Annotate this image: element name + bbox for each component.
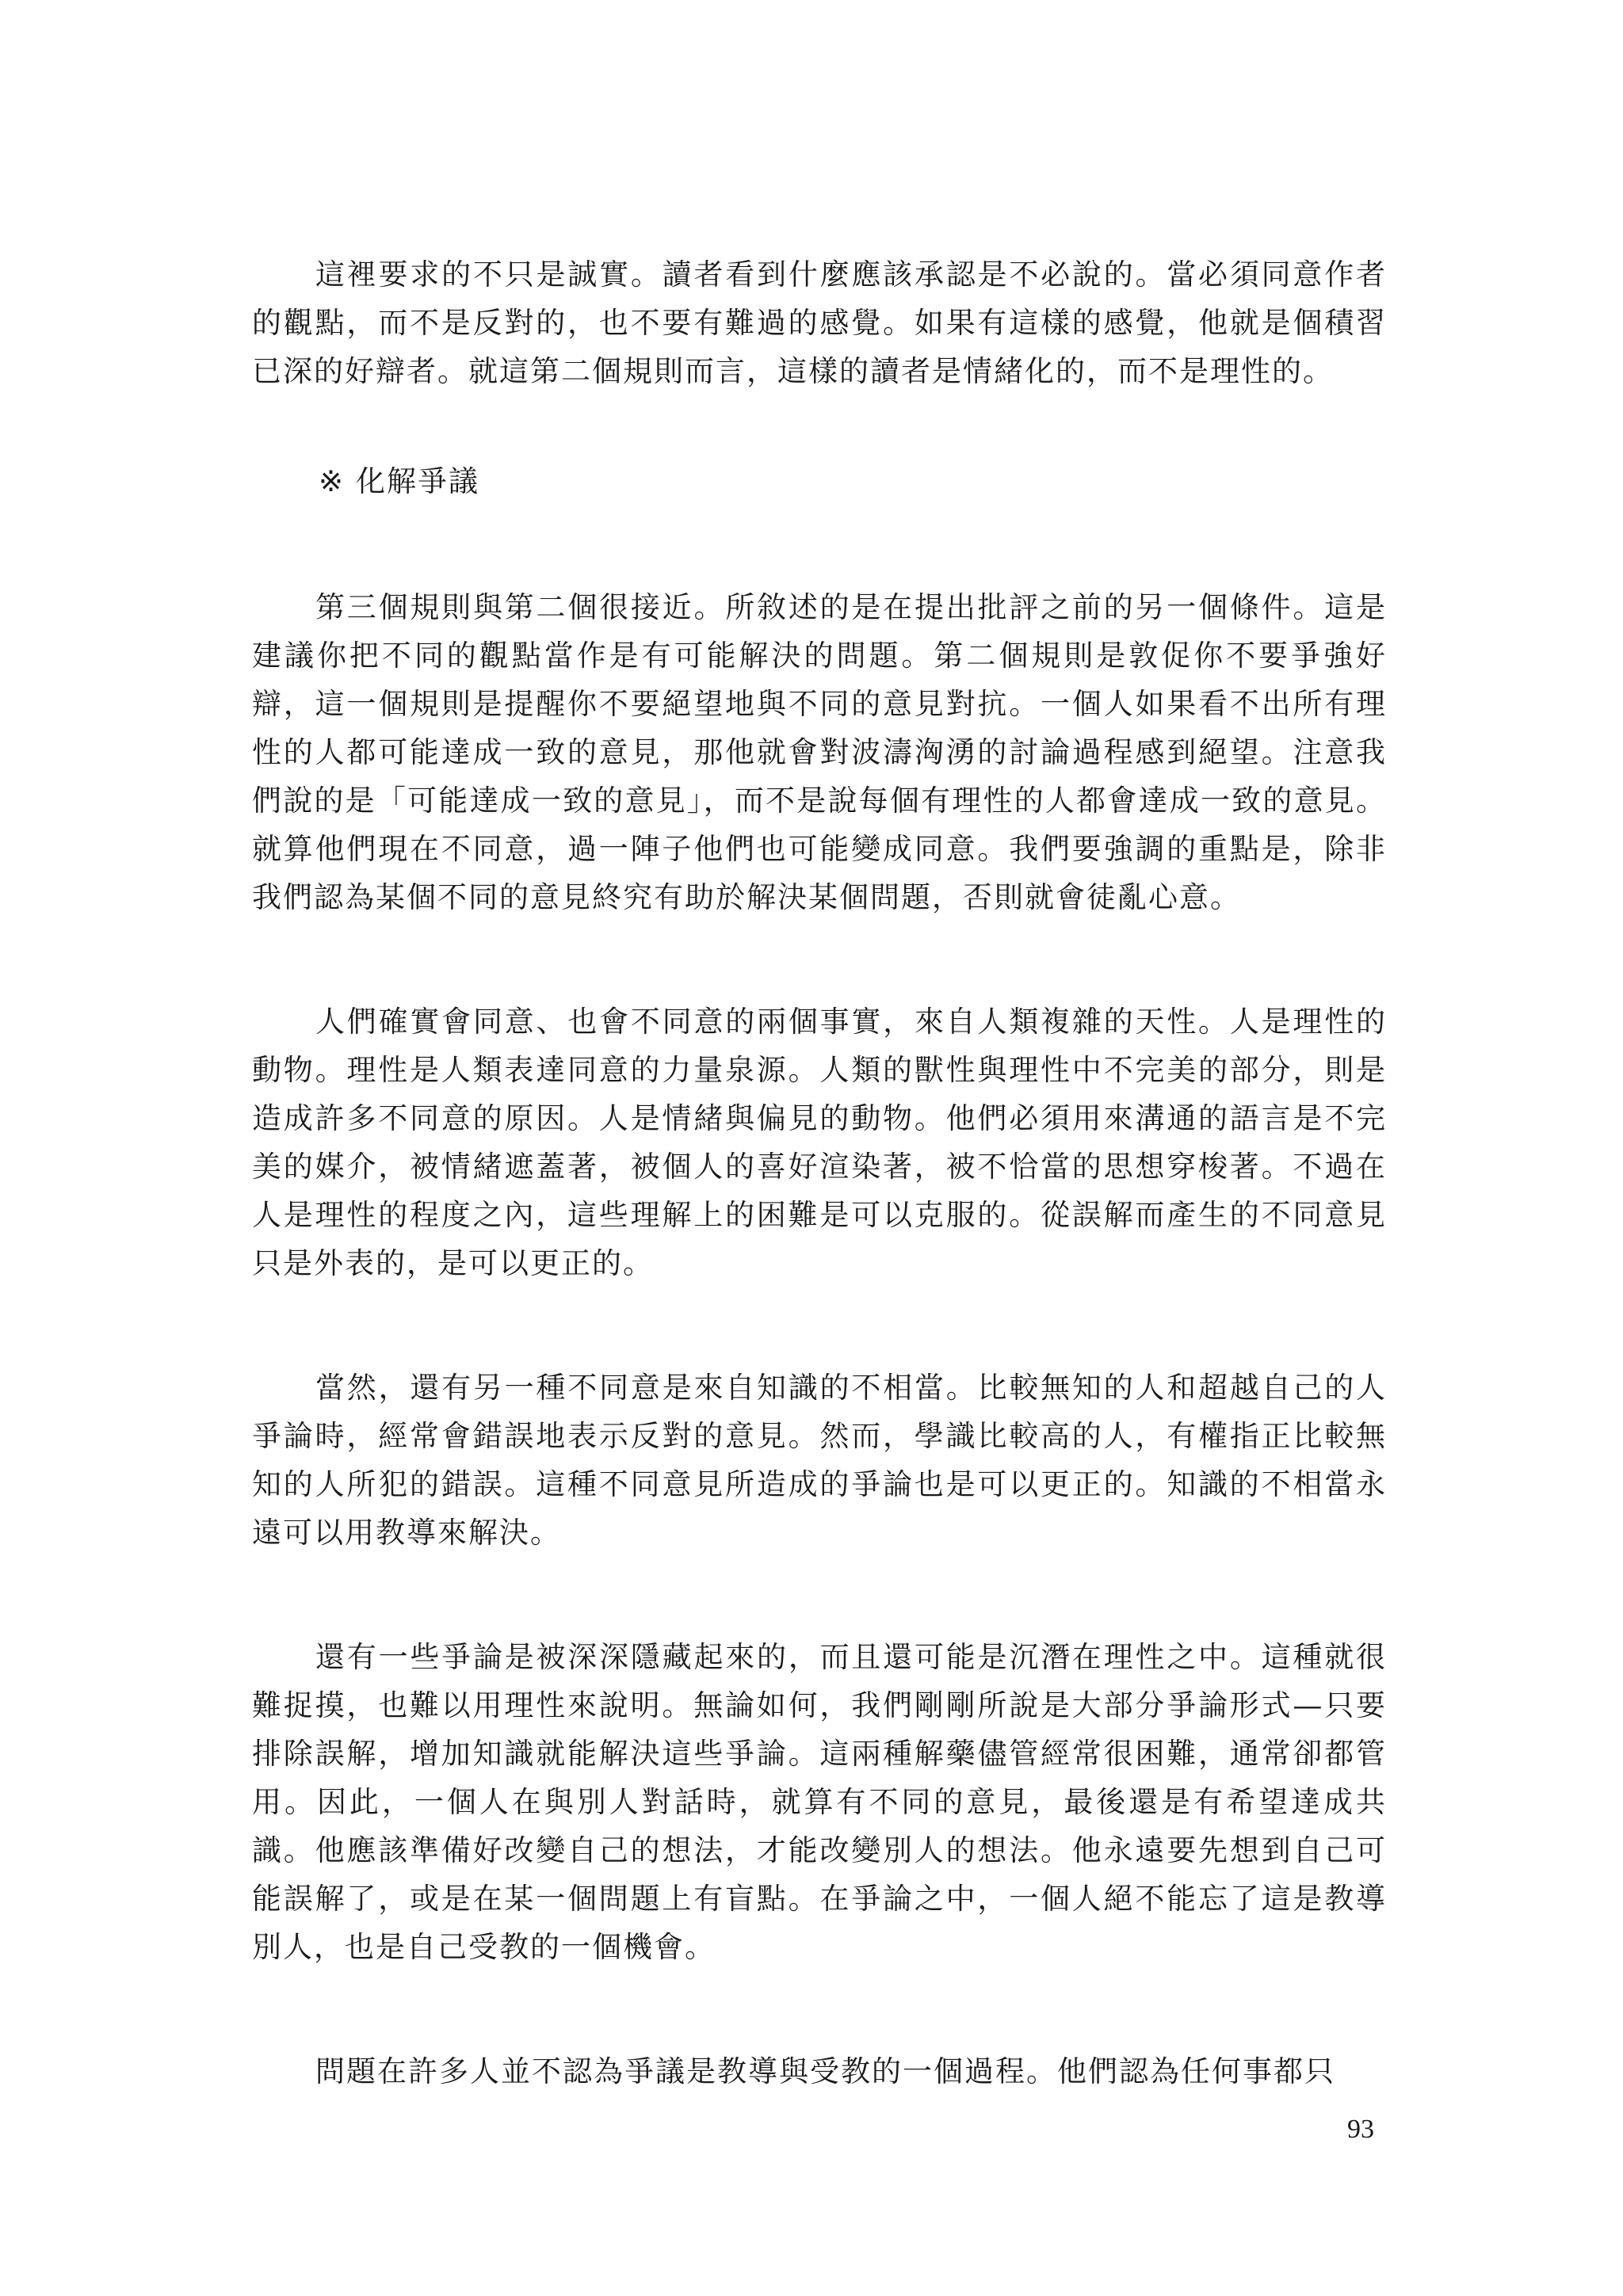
reference-mark-icon: ※ [319,464,346,498]
paragraph-4: 當然，還有另一種不同意是來自知識的不相當。比較無知的人和超越自己的人爭論時，經常會錯誤地表示反對的意見。然而，學識比較高的人，有權指正比較無知的人所犯的錯誤。這種不同意見所造成的爭論也是可以更正的。知識的不相當永遠可以用教導來解決。 [252,1371,1387,1550]
paragraph-5: 還有一些爭論是被深深隱藏起來的，而且還可能是沉潛在理性之中。這種就很難捉摸，也難以用理性來說明。無論如何，我們剛剛所說是大部分爭論形式—只要排除誤解，增加知識就能解決這些爭論。這兩種解藥儘管經常很困難，通常卻都管用。因此，一個人在與別人對話時，就算有不同的意見，最後還是有希望達成共識。他應該準備好改變自己的想法，才能改變別人的想法。他永遠要先想到自己可能誤解了，或是在某一個問題上有盲點。在爭論之中，一個人絕不能忘了這是教導別人，也是自己受教的一個機會。 [252,1640,1387,1964]
section-heading [319,457,1387,505]
document-page [252,250,1387,2172]
section-heading-text: 化解爭議 [356,464,480,498]
paragraph-1: 這裡要求的不只是誠實。讀者看到什麼應該承認是不必說的。當必須同意作者的觀點，而不是反對的，也不要有難過的感覺。如果有這樣的感覺，他就是個積習已深的好辯者。就這第二個規則而言，這樣的讀者是情緒化的，而不是理性的。 [252,257,1387,388]
page-number: 93 [1347,2115,1374,2144]
paragraph-3: 人們確實會同意、也會不同意的兩個事實，來自人類複雜的天性。人是理性的動物。理性是人類表達同意的力量泉源。人類的獸性與理性中不完美的部分，則是造成許多不同意的原因。人是情緒與偏見的動物。他們必須用來溝通的語言是不完美的媒介，被情緒遮蓋著，被個人的喜好渲染著，被不恰當的思想穿梭著。不過在人是理性的程度之內，這些理解上的困難是可以克服的。從誤解而產生的不同意見只是外表的，是可以更正的。 [252,1005,1387,1280]
paragraph-6: 問題在許多人並不認為爭議是教導與受教的一個過程。他們認為任何事都只 [315,2054,1335,2088]
paragraph-2: 第三個規則與第二個很接近。所敘述的是在提出批評之前的另一個條件。這是建議你把不同的觀點當作是有可能解決的問題。第二個規則是敦促你不要爭強好辯，這一個規則是提醒你不要絕望地與不同的意見對抗。一個人如果看不出所有理性的人都可能達成一致的意見，那他就會對波濤洶湧的討論過程感到絕望。注意我們說的是「可能達成一致的意見」，而不是說每個有理性的人都會達成一致的意見。就算他們現在不同意，過一陣子他們也可能變成同意。我們要強調的重點是，除非我們認為某個不同的意見終究有助於解決某個問題，否則就會徒亂心意。 [252,590,1387,914]
